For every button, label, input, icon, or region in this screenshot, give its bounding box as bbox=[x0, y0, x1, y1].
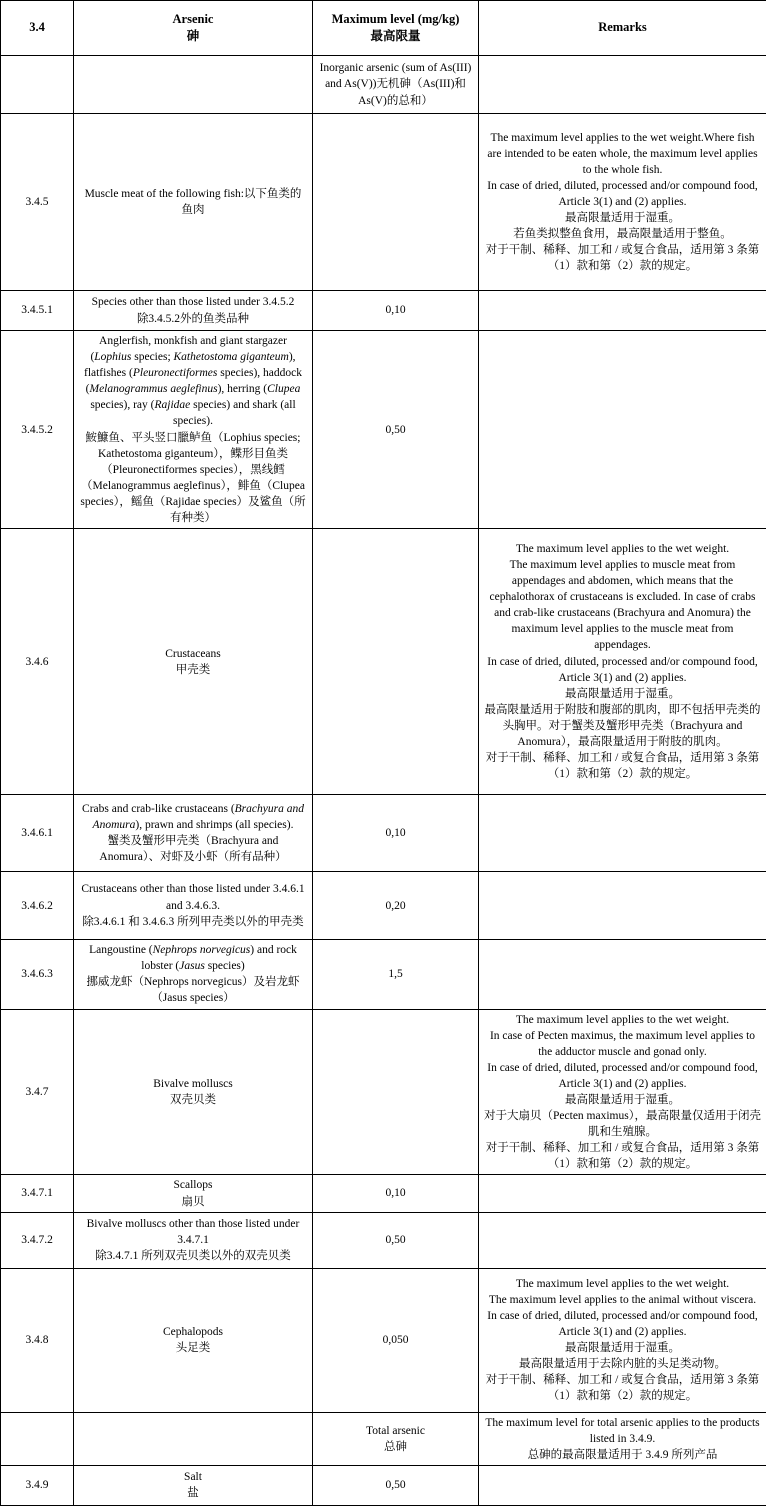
cell-commodity: Langoustine (Nephrops norvegicus) and rock lobster (Jasus species) 挪威龙虾（Nephrops norvegicus）及岩龙虾（Jasus species） bbox=[74, 940, 313, 1009]
cell-remarks: The maximum level for total arsenic applies to the products listed in 3.4.9. 总砷的最高限量适用于 3.4.9 所列产品 bbox=[479, 1412, 766, 1465]
cell-section-id: 3.4.8 bbox=[1, 1268, 74, 1412]
row-3-4-7-2 bbox=[1, 1212, 766, 1268]
cell-commodity bbox=[74, 1412, 313, 1465]
cell-section-id bbox=[1, 1412, 74, 1465]
cell-max-level: 0,10 bbox=[313, 795, 479, 872]
cell-max-level bbox=[313, 1009, 479, 1175]
cell-commodity: Crustaceans other than those listed under 3.4.6.1 and 3.4.6.3. 除3.4.6.1 和 3.4.6.3 所列甲壳类以外的甲壳类 bbox=[74, 872, 313, 940]
cell-remarks bbox=[479, 1175, 766, 1212]
cell-section-id bbox=[1, 56, 74, 114]
row-inorganic-arsenic bbox=[1, 56, 766, 114]
row-3-4-5-2 bbox=[1, 331, 766, 529]
cell-remarks: The maximum level applies to the wet weight. The maximum level applies to the animal without viscera. In case of dried, diluted, processed and/or compound food, Article 3(1) and (2) applies. 最高限量适用于湿重。 最高限量适用于去除内脏的头足类动物。 对于干制、稀释、加工和 / 或复合食品，适用第 3 条第（1）款和第（2）款的规定。 bbox=[479, 1268, 766, 1412]
cell-remarks bbox=[479, 1212, 766, 1268]
cell-section-id: 3.4.7 bbox=[1, 1009, 74, 1175]
cell-remarks bbox=[479, 291, 766, 331]
row-3-4-5-1 bbox=[1, 291, 766, 331]
cell-remarks bbox=[479, 940, 766, 1009]
header-row bbox=[1, 1, 766, 56]
row-3-4-7-1 bbox=[1, 1175, 766, 1212]
cell-section-id: 3.4.7.1 bbox=[1, 1175, 74, 1212]
cell-remarks bbox=[479, 795, 766, 872]
cell-commodity: Muscle meat of the following fish:以下鱼类的鱼肉 bbox=[74, 114, 313, 291]
cell-remarks bbox=[479, 1465, 766, 1505]
cell-max-level bbox=[313, 114, 479, 291]
cell-commodity: Bivalve molluscs 双壳贝类 bbox=[74, 1009, 313, 1175]
cell-max-level: 0,20 bbox=[313, 872, 479, 940]
row-3-4-9 bbox=[1, 1465, 766, 1505]
cell-section-id: 3.4.7.2 bbox=[1, 1212, 74, 1268]
cell-commodity: Cephalopods 头足类 bbox=[74, 1268, 313, 1412]
cell-max-level: 0,50 bbox=[313, 331, 479, 529]
cell-remarks bbox=[479, 331, 766, 529]
cell-section-id: 3.4.5.1 bbox=[1, 291, 74, 331]
row-3-4-6-1 bbox=[1, 795, 766, 872]
cell-commodity: Scallops 扇贝 bbox=[74, 1175, 313, 1212]
row-3-4-6 bbox=[1, 529, 766, 795]
cell-max-level: 0,10 bbox=[313, 291, 479, 331]
row-3-4-6-2 bbox=[1, 872, 766, 940]
cell-section-id: 3.4.6 bbox=[1, 529, 74, 795]
cell-section-id: 3.4.9 bbox=[1, 1465, 74, 1505]
cell-commodity: Arsenic 砷 bbox=[74, 1, 313, 56]
cell-remarks bbox=[479, 56, 766, 114]
cell-max-level: Inorganic arsenic (sum of As(III) and As(V))无机砷（As(III)和As(V)的总和） bbox=[313, 56, 479, 114]
cell-section-id: 3.4.6.3 bbox=[1, 940, 74, 1009]
row-3-4-6-3 bbox=[1, 940, 766, 1009]
table-body bbox=[1, 1, 766, 1506]
cell-commodity: Bivalve molluscs other than those listed under 3.4.7.1 除3.4.7.1 所列双壳贝类以外的双壳贝类 bbox=[74, 1212, 313, 1268]
cell-max-level: Maximum level (mg/kg) 最高限量 bbox=[313, 1, 479, 56]
cell-commodity: Crustaceans 甲壳类 bbox=[74, 529, 313, 795]
cell-section-id: 3.4.5 bbox=[1, 114, 74, 291]
cell-commodity bbox=[74, 56, 313, 114]
cell-max-level: 0,050 bbox=[313, 1268, 479, 1412]
cell-remarks bbox=[479, 872, 766, 940]
cell-max-level: 0,50 bbox=[313, 1465, 479, 1505]
cell-section-id: 3.4.5.2 bbox=[1, 331, 74, 529]
cell-remarks: Remarks bbox=[479, 1, 766, 56]
row-3-4-5 bbox=[1, 114, 766, 291]
cell-commodity: Crabs and crab-like crustaceans (Brachyura and Anomura), prawn and shrimps (all species). 蟹类及蟹形甲壳类（Brachyura and Anomura）、对虾及小虾（所有品种） bbox=[74, 795, 313, 872]
cell-max-level: 0,10 bbox=[313, 1175, 479, 1212]
cell-section-id: 3.4 bbox=[1, 1, 74, 56]
cell-max-level bbox=[313, 529, 479, 795]
cell-remarks: The maximum level applies to the wet weight.Where fish are intended to be eaten whole, the maximum level applies to the whole fish. In case of dried, diluted, processed and/or compound food, Article 3(1) and (2) applies. 最高限量适用于湿重。 若鱼类拟整鱼食用，最高限量适用于整鱼。 对于干制、稀释、加工和 / 或复合食品，适用第 3 条第（1）款和第（2）款的规定。 bbox=[479, 114, 766, 291]
cell-remarks: The maximum level applies to the wet weight. The maximum level applies to muscle meat from appendages and abdomen, which means that the cephalothorax of crustaceans is excluded. In case of crabs and crab-like crustaceans (Brachyura and Anomura) the maximum level applies to the muscle meat from appendages. In case of dried, diluted, processed and/or compound food, Article 3(1) and (2) applies. 最高限量适用于湿重。 最高限量适用于附肢和腹部的肌肉，即不包括甲壳类的头胸甲。对于蟹类及蟹形甲壳类（Brachyura and Anomura），最高限量适用于附肢的肌肉。 对于干制、稀释、加工和 / 或复合食品，适用第 3 条第（1）款和第（2）款的规定。 bbox=[479, 529, 766, 795]
cell-max-level: Total arsenic 总砷 bbox=[313, 1412, 479, 1465]
cell-section-id: 3.4.6.1 bbox=[1, 795, 74, 872]
row-total-arsenic bbox=[1, 1412, 766, 1465]
cell-max-level: 1,5 bbox=[313, 940, 479, 1009]
cell-commodity: Salt 盐 bbox=[74, 1465, 313, 1505]
cell-max-level: 0,50 bbox=[313, 1212, 479, 1268]
cell-section-id: 3.4.6.2 bbox=[1, 872, 74, 940]
cell-commodity: Species other than those listed under 3.4.5.2 除3.4.5.2外的鱼类品种 bbox=[74, 291, 313, 331]
row-3-4-8 bbox=[1, 1268, 766, 1412]
cell-remarks: The maximum level applies to the wet weight. In case of Pecten maximus, the maximum level applies to the adductor muscle and gonad only. In case of dried, diluted, processed and/or compound food, Article 3(1) and (2) applies. 最高限量适用于湿重。 对于大扇贝（Pecten maximus），最高限量仅适用于闭壳肌和生殖腺。 对于干制、稀释、加工和 / 或复合食品，适用第 3 条第（1）款和第（2）款的规定。 bbox=[479, 1009, 766, 1175]
row-3-4-7 bbox=[1, 1009, 766, 1175]
cell-commodity: Anglerfish, monkfish and giant stargazer (Lophius species; Kathetostoma giganteum), flatfishes (Pleuronectiformes species), haddock (Melanogrammus aeglefinus), herring (Clupea species), ray (Rajidae species) and shark (all species). 鮟鱇鱼、平头竖口臘鲈鱼（Lophius species; Kathetostoma giganteum），鲽形目鱼类（Pleuronectiformes species），黑线鳕（Melanogrammus aeglefinus），鲱鱼（Clupea species），鳐鱼（Rajidae species）及鲨鱼（所有种类） bbox=[74, 331, 313, 529]
